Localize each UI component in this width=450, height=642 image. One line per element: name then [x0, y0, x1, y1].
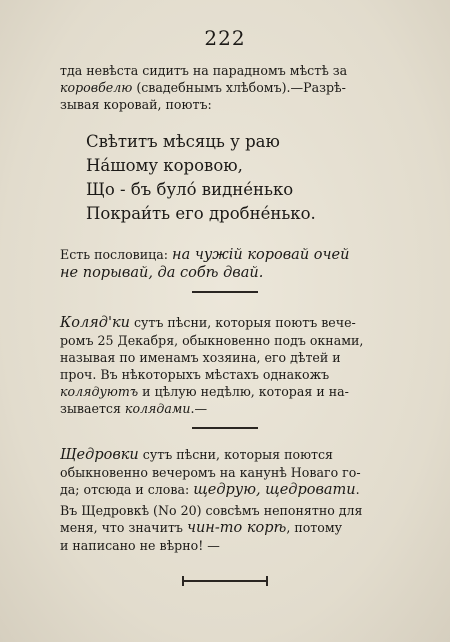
intro-paragraph	[60, 62, 400, 113]
koliadki-paragraph	[60, 314, 400, 417]
proverb-lead: Есть пословица:	[60, 247, 173, 262]
koliadki-line	[60, 314, 400, 332]
shchedrovki-line: обыкновенно вечеромъ на канунѣ Новаго го-	[60, 465, 361, 480]
italic-term: колядуютъ	[60, 384, 139, 399]
note-text: , потому	[286, 520, 343, 535]
verse-line: Покраи́ть его дробне́нько.	[86, 204, 316, 223]
proverb-italic: не порывай, да собѣ двай.	[60, 265, 264, 281]
note-text: меня, что значитъ	[60, 520, 187, 535]
song-verse	[86, 130, 386, 226]
note-line	[60, 519, 400, 537]
verse-line: Свѣтитъ мѣсяць у раю	[86, 132, 280, 151]
shchedrovki-text: .	[355, 482, 360, 497]
italic-term: колядами	[124, 401, 191, 416]
italic-term: коровбелю	[60, 80, 133, 95]
proverb-italic: на чужій коровай очей	[172, 247, 350, 263]
section-divider	[192, 427, 258, 429]
koliadki-line: ромъ 25 Декабря, обыкновенно подъ окнами,	[60, 333, 364, 348]
note-line: и написано не вѣрно! —	[60, 538, 220, 553]
shchedrovki-text: сутъ пѣсни, которыя поются	[138, 447, 334, 462]
italic-term: чин-то корѣ	[186, 520, 287, 536]
verse-line: Що - бъ було́ видне́нько	[86, 180, 294, 199]
shchedrovki-line	[60, 481, 400, 499]
intro-line	[60, 79, 400, 96]
koliadki-line: проч. Въ нѣкоторыхъ мѣстахъ однакожъ	[60, 367, 330, 382]
end-ornament-cap-left	[182, 576, 184, 586]
koliadki-text: зывается	[60, 401, 125, 416]
koliadki-line: называя по именамъ хозяина, его дѣтей и	[60, 350, 341, 365]
verse-line: На́шому коровою,	[86, 156, 243, 175]
intro-text: (свадебнымъ хлѣбомъ).—Разрѣ-	[132, 80, 346, 95]
shchedrovki-term: Щедровки	[60, 447, 139, 463]
proverb-paragraph	[60, 246, 400, 282]
shchedrovki-line	[60, 446, 400, 464]
koliadki-text: и цѣлую недѣлю, которая и на-	[138, 384, 349, 399]
page-number: 222	[204, 26, 246, 50]
intro-line: тда невѣста сидитъ на парадномъ мѣстѣ за	[60, 63, 348, 78]
section-divider	[192, 291, 258, 293]
shchedrovki-text: да; отсюда и слова:	[60, 482, 194, 497]
end-ornament-cap-right	[266, 576, 268, 586]
italic-term: щедрую, щедровати	[193, 482, 356, 498]
proverb-line	[60, 264, 400, 282]
end-ornament-rule	[182, 580, 268, 582]
koliadki-line	[60, 400, 400, 417]
koliadki-line	[60, 383, 400, 400]
koliadki-text: .—	[190, 401, 208, 416]
note-paragraph	[60, 502, 400, 554]
intro-line: зывая коровай, поютъ:	[60, 97, 212, 112]
koliadki-term: Коляд'ки	[60, 315, 130, 331]
koliadki-text: сутъ пѣсни, которыя поютъ вече-	[129, 315, 356, 330]
proverb-line	[60, 246, 400, 264]
note-line: Въ Щедровкѣ (No 20) совсѣмъ непонятно для	[60, 503, 363, 518]
shchedrovki-paragraph	[60, 446, 400, 499]
